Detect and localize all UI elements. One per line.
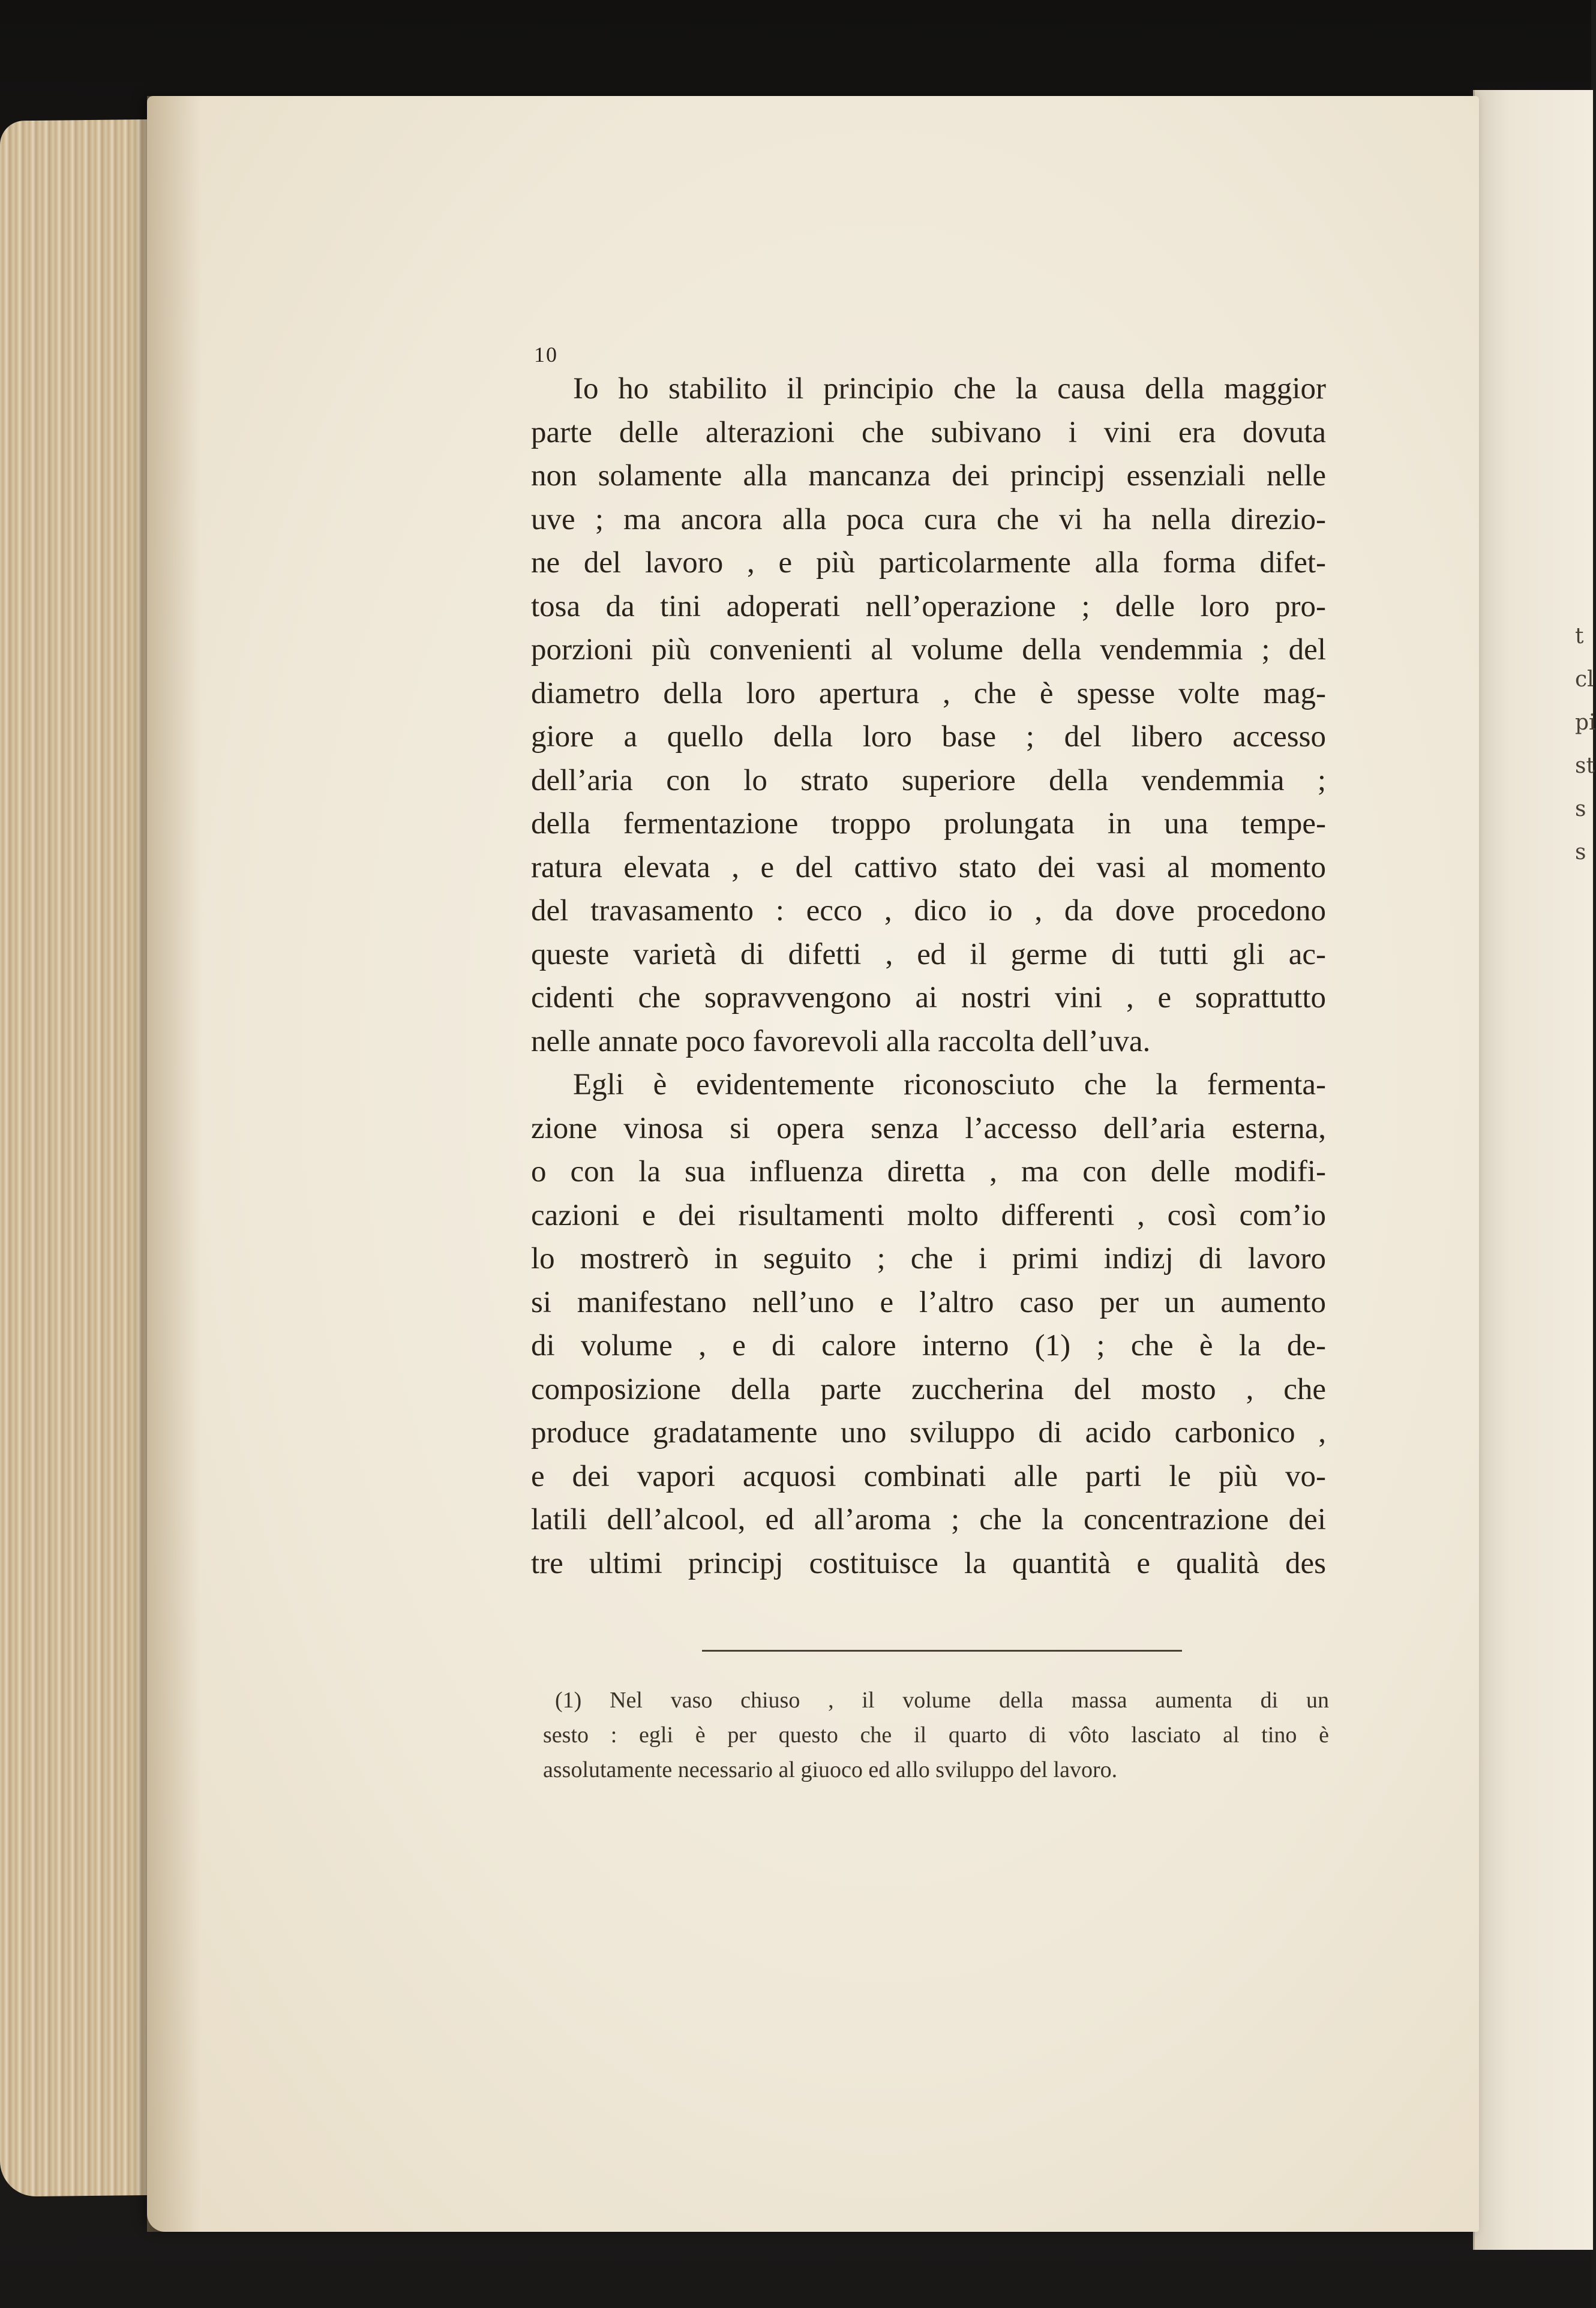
fragment: s (1575, 840, 1586, 865)
text-line: tosa da tini adoperati nell’operazione ; delle loro pro- (531, 589, 1326, 623)
text-line: nelle annate poco favorevoli alla raccolta dell’uva. (531, 1024, 1151, 1058)
footnote-line: sesto : egli è per questo che il quarto di vôto lasciato al tino è (543, 1722, 1329, 1748)
text-line: non solamente alla mancanza dei principj essenziali nelle (531, 459, 1326, 493)
text-line: della fermentazione troppo prolungata in una tempe- (531, 807, 1326, 841)
adjacent-page-fragments (1575, 615, 1596, 874)
footnote (543, 1683, 1329, 1787)
text-line: ne del lavoro , e più particolarmente alla forma difet- (531, 546, 1326, 580)
footnote-line: assolutamente necessario al giuoco ed allo sviluppo del lavoro. (543, 1757, 1118, 1782)
text-line: si manifestano nell’uno e l’altro caso per un aumento (531, 1285, 1326, 1319)
page-number: 10 (534, 343, 558, 367)
text-line: tre ultimi principj costituisce la quantità e qualità des (531, 1546, 1326, 1580)
text-line: produce gradatamente uno sviluppo di acido carbonico , (531, 1416, 1326, 1449)
text-line: diametro della loro apertura , che è spesse volte mag- (531, 676, 1326, 710)
footnote-line: (1) Nel vaso chiuso , il volume della massa aumenta di un (555, 1688, 1329, 1713)
page-gutter-shadow (147, 96, 201, 2232)
text-line: giore a quello della loro base ; del libero accesso (531, 720, 1326, 754)
fragment: cl (1575, 667, 1594, 692)
fragment: st (1575, 754, 1595, 778)
text-line: porzioni più convenienti al volume della vendemmia ; del (531, 633, 1326, 667)
text-line: cidenti che sopravvengono ai nostri vini , e soprattutto (531, 981, 1326, 1015)
text-line: composizione della parte zuccherina del mosto , che (531, 1372, 1326, 1406)
text-line: cazioni e dei risultamenti molto differenti , così com’io (531, 1198, 1326, 1232)
text-line: del travasamento : ecco , dico io , da dove procedono (531, 894, 1326, 928)
fragment: s (1575, 797, 1586, 821)
text-line: e dei vapori acquosi combinati alle parti le più vo- (531, 1459, 1326, 1493)
text-line: latili dell’alcool, ed all’aroma ; che la concentrazione dei (531, 1503, 1326, 1536)
text-line: uve ; ma ancora alla poca cura che vi ha nella direzio- (531, 502, 1326, 536)
text-line: o con la sua influenza diretta , ma con delle modifi- (531, 1155, 1326, 1188)
text-line: Egli è evidentemente riconosciuto che la fermenta- (573, 1068, 1326, 1102)
fragment: pi (1575, 710, 1596, 735)
text-line: zione vinosa si opera senza l’accesso dell’aria esterna, (531, 1111, 1326, 1145)
adjacent-page (1473, 90, 1593, 2250)
text-line: lo mostrerò in seguito ; che i primi indizj di lavoro (531, 1242, 1326, 1275)
text-line: dell’aria con lo strato superiore della vendemmia ; (531, 763, 1326, 797)
text-line: di volume , e di calore interno (1) ; che è la de- (531, 1329, 1326, 1362)
text-line: ratura elevata , e del cattivo stato dei vasi al momento (531, 850, 1326, 884)
body-text (531, 367, 1326, 1585)
text-line: Io ho stabilito il principio che la causa della maggior (573, 372, 1326, 406)
fragment: t (1575, 624, 1584, 649)
text-line: queste varietà di difetti , ed il germe di tutti gli ac- (531, 937, 1326, 971)
footnote-divider (702, 1650, 1182, 1652)
text-line: parte delle alterazioni che subivano i vini era dovuta (531, 415, 1326, 449)
